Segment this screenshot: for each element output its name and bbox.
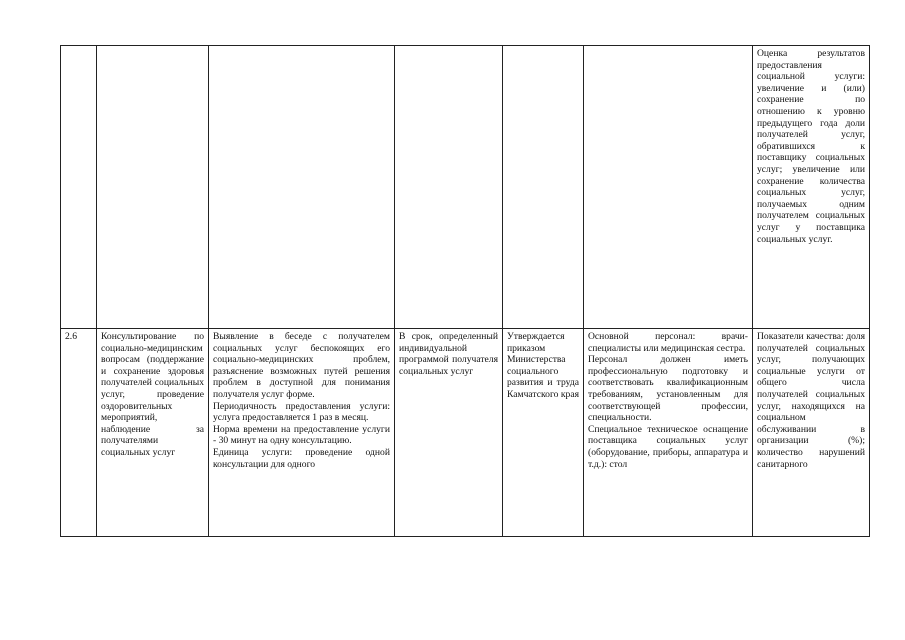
cell-quality: Показатели качества: доля получателей социальных услуг, получающих социальные услуги от общего числа получателей социальных услуг, находящихся на социальном обслуживании в организации (%); количество нарушений санитарного — [753, 329, 870, 537]
cell-service-name: Консультирование по социально-медицинским вопросам (поддержание и сохранение здоровья получателей социальных услуг, проведение оздоровительных мероприятий, наблюдение за получателями социальных услуг — [97, 329, 209, 537]
cell-term: В срок, определенный индивидуальной программой получателя социальных услуг — [395, 329, 503, 537]
description-paragraph: Выявление в беседе с получателем социальных услуг беспокоящих его социально-медицинских проблем, разъяснение возможных путей решения проблем в доступной для понимания получателя услуг форме. — [213, 331, 390, 400]
description-paragraph: Единица услуги: проведение одной консультации для одного — [213, 446, 390, 470]
cell-service-name — [97, 46, 209, 329]
table-row — [61, 329, 870, 537]
cell-conditions — [584, 46, 753, 329]
description-paragraph: Норма времени на предоставление услуги - 30 минут на одну консультацию. — [213, 423, 390, 447]
cell-tariff — [503, 46, 584, 329]
description-paragraph: Периодичность предоставления услуги: услуга предоставляется 1 раз в месяц. — [213, 400, 390, 424]
services-table — [60, 45, 870, 537]
conditions-paragraph: Персонал должен иметь профессиональную подготовку и соответствовать квалификационным требованиям, установленным для соответствующей профессии, специальности. — [588, 354, 748, 424]
cell-term — [395, 46, 503, 329]
cell-description — [209, 46, 395, 329]
cell-quality-evaluation: Оценка результатов предоставления социальной услуги: увеличение и (или) сохранение по отношению к уровню предыдущего года доли получателей услуг, обратившихся к поставщику социальных услуг; увеличение или сохранение количества социальных услуг, получаемых одним получателем социальных услуг у поставщика социальных услуг. — [753, 46, 870, 329]
cell-description — [209, 329, 395, 537]
table-row — [61, 46, 870, 329]
cell-tariff: Утверждается приказом Министерства социального развития и труда Камчатского края — [503, 329, 584, 537]
cell-number: 2.6 — [61, 329, 97, 537]
conditions-paragraph: Основной персонал: врачи-специалисты или медицинская сестра. — [588, 331, 748, 354]
conditions-paragraph: Специальное техническое оснащение поставщика социальных услуг (оборудование, приборы, аппаратура и т.д.): стол — [588, 423, 748, 470]
cell-conditions — [584, 329, 753, 537]
cell-number — [61, 46, 97, 329]
